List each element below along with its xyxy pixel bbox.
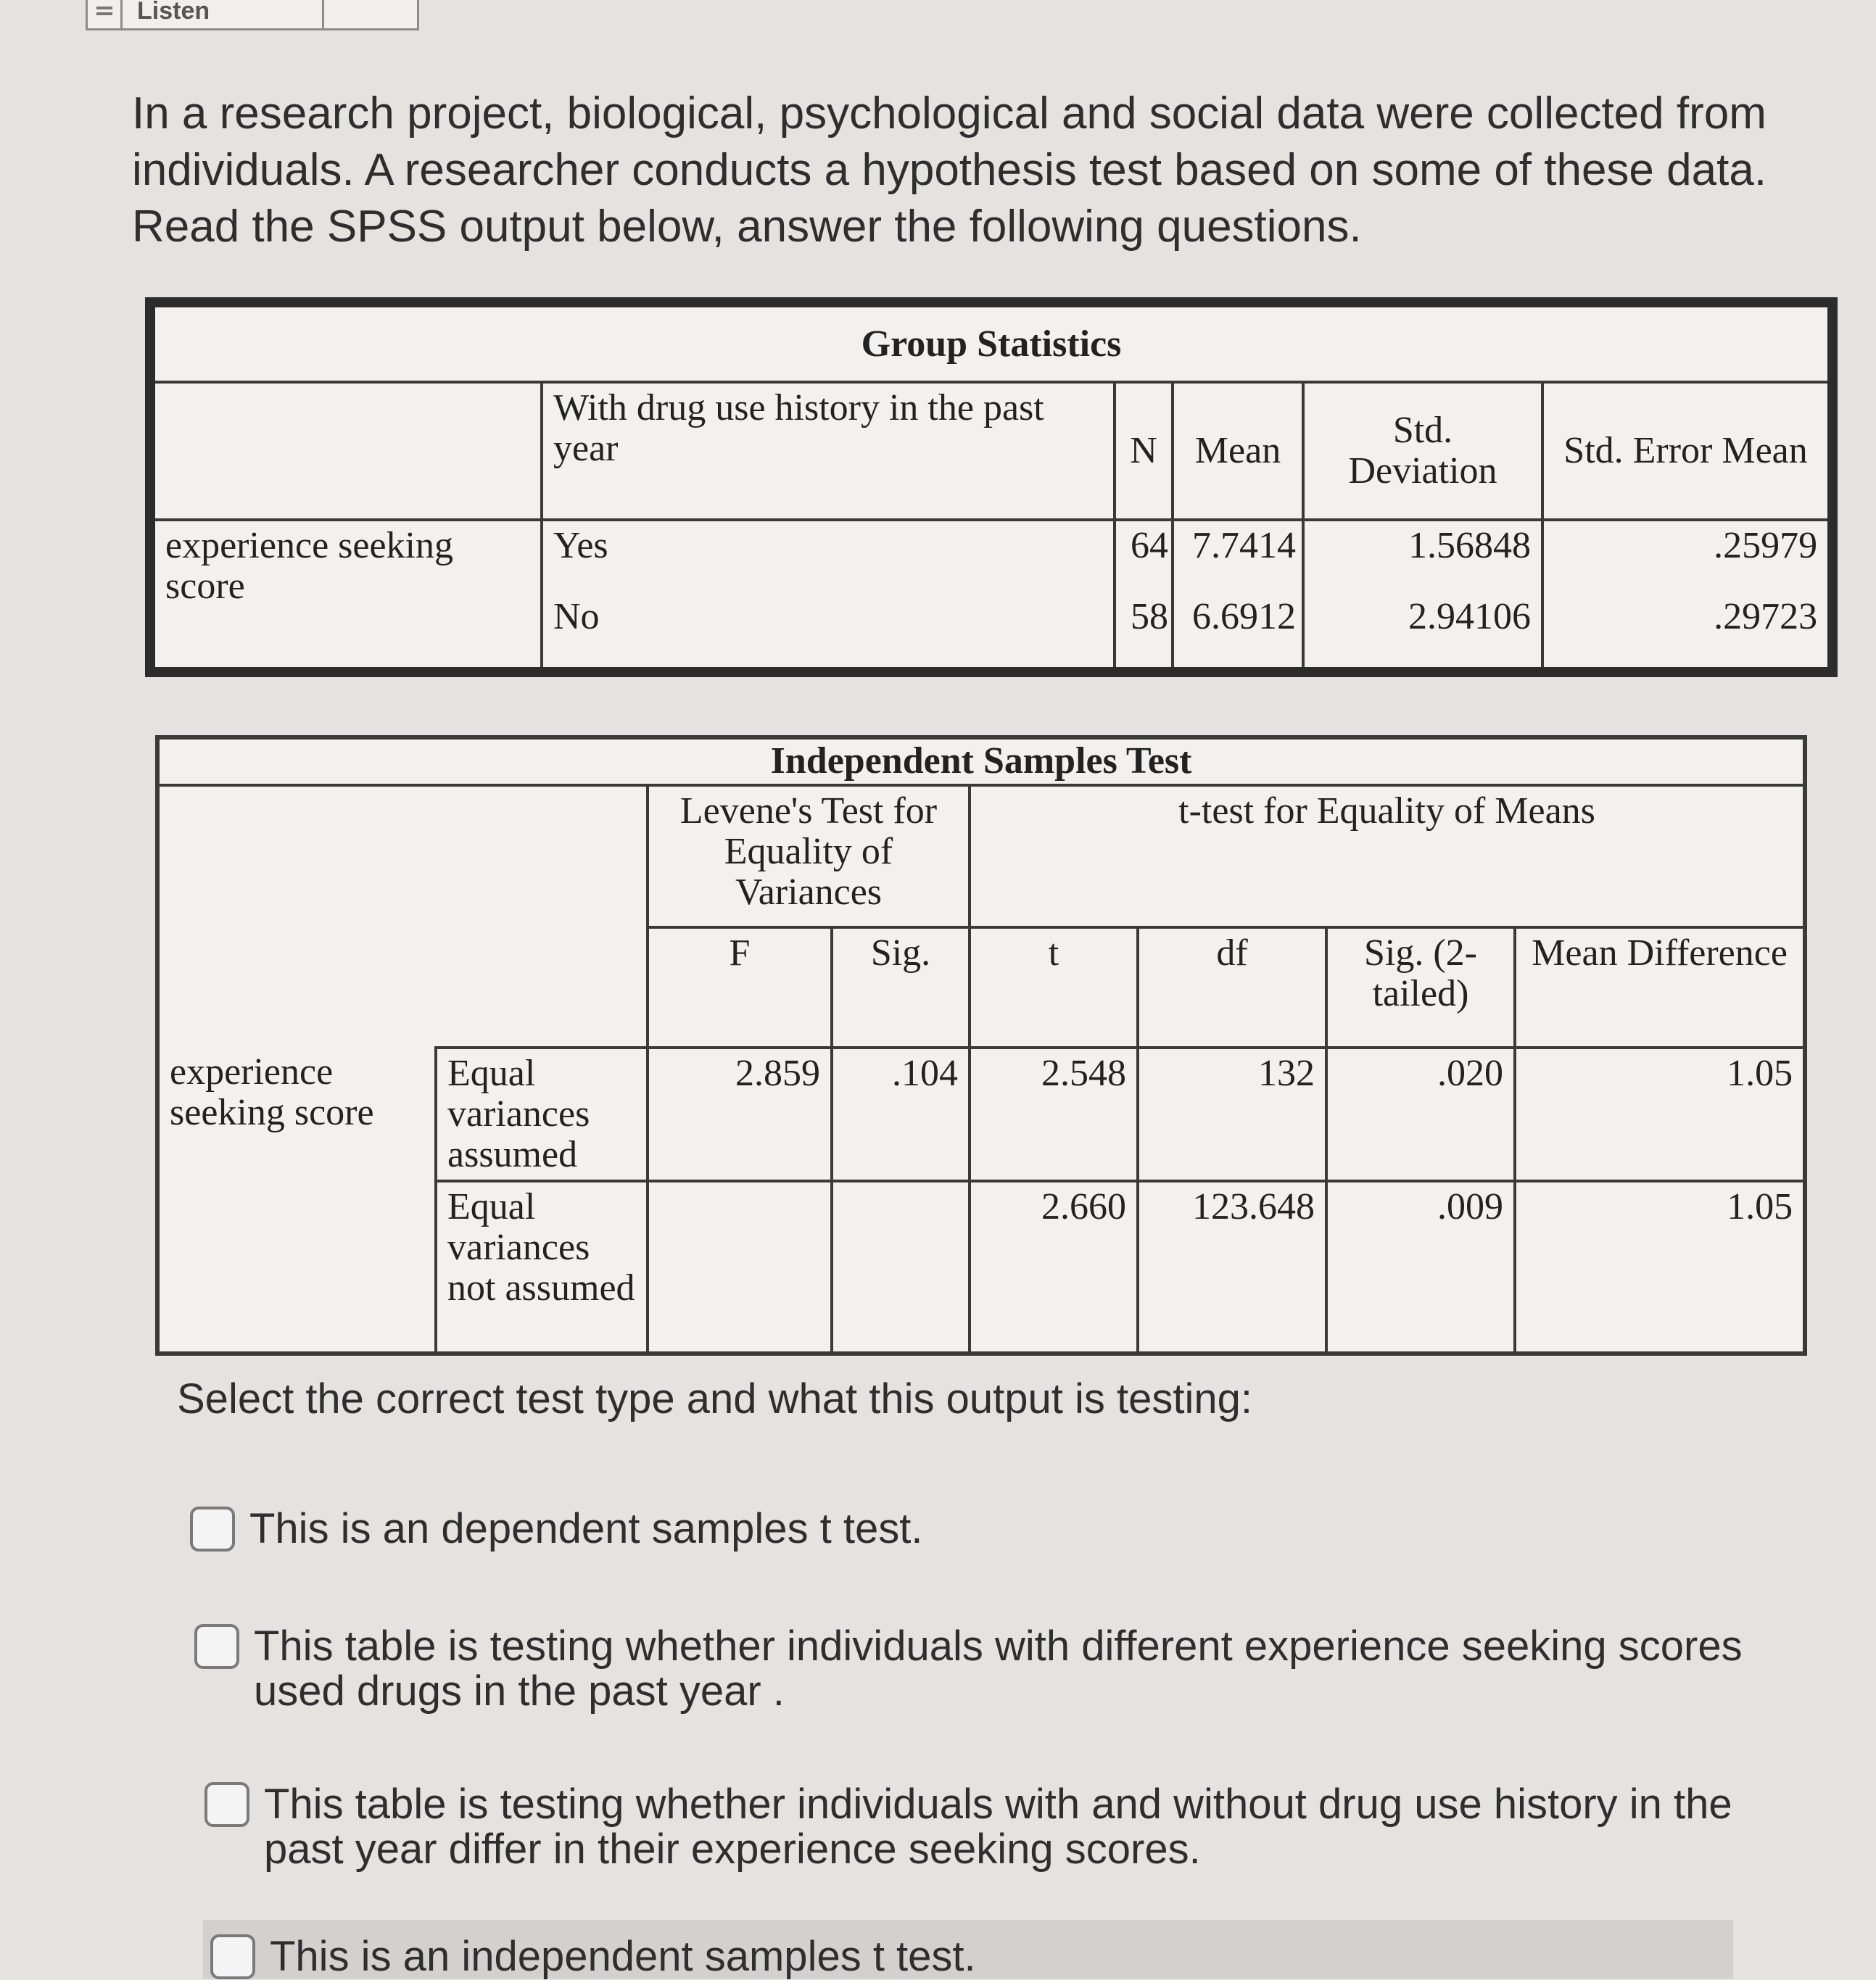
group-statistics-title: Group Statistics: [150, 302, 1832, 382]
variable-label: experience seeking score: [150, 520, 542, 672]
header-std-err: Std. Error Mean: [1542, 382, 1832, 520]
mean-no: 6.6912: [1173, 592, 1303, 672]
hamburger-icon-glyph: [95, 4, 114, 22]
row-label-equal-assumed: Equal variances assumed: [436, 1048, 648, 1181]
variable-label: experience seeking score: [157, 1048, 436, 1354]
question-prompt: Select the correct test type and what this output is testing:: [177, 1375, 1253, 1422]
mean-diff-equal-not-assumed: 1.05: [1515, 1181, 1805, 1354]
std-dev-no: 2.94106: [1303, 592, 1542, 672]
mean-diff-equal-assumed: 1.05: [1515, 1048, 1805, 1181]
intro-text: In a research project, biological, psychological and social data were collected from individuals. A researcher conducts a hypothesis test based on some of these data. Read the SPSS output below, answer the following questions.: [132, 88, 1767, 252]
sig-value: .104: [832, 1048, 970, 1181]
play-icon[interactable]: [324, 0, 417, 28]
t-equal-assumed: 2.548: [970, 1048, 1138, 1181]
levene-header: Levene's Test for Equality of Variances: [648, 785, 970, 927]
option-label: This is an independent samples t test.: [270, 1933, 976, 1980]
header-n: N: [1115, 382, 1173, 520]
header-blank: [150, 382, 542, 520]
group-no: No: [542, 592, 1115, 672]
reader-toolbar: [86, 0, 419, 30]
option-label: This is an dependent samples t test.: [249, 1505, 923, 1552]
n-no: 58: [1115, 592, 1173, 672]
mean-yes: 7.7414: [1173, 520, 1303, 592]
option-testing-group-difference[interactable]: [204, 1782, 1764, 1872]
independent-samples-test-table: [155, 735, 1807, 1356]
df-equal-assumed: 132: [1138, 1048, 1326, 1181]
listen-label: Listen: [137, 0, 210, 25]
f-value: 2.859: [648, 1048, 832, 1181]
sig2-equal-not-assumed: .009: [1326, 1181, 1515, 1354]
option-independent-t-test[interactable]: [203, 1920, 1733, 1979]
independent-test-title: Independent Samples Test: [157, 737, 1805, 785]
col-mean-diff: Mean Difference: [1515, 927, 1805, 1048]
sig-value-empty: [832, 1181, 970, 1354]
ttest-header: t-test for Equality of Means: [970, 785, 1805, 927]
checkbox[interactable]: [190, 1507, 235, 1552]
std-err-no: .29723: [1542, 592, 1832, 672]
row-label-equal-not-assumed: Equal variances not assumed: [436, 1181, 648, 1354]
col-sig-2tailed: Sig. (2-tailed): [1326, 927, 1515, 1048]
std-err-yes: .25979: [1542, 520, 1832, 592]
sig2-equal-assumed: .020: [1326, 1048, 1515, 1181]
hamburger-icon[interactable]: [88, 0, 123, 28]
option-testing-drug-use[interactable]: [194, 1624, 1775, 1714]
checkbox[interactable]: [194, 1624, 239, 1669]
col-sig: Sig.: [832, 927, 970, 1048]
f-value-empty: [648, 1181, 832, 1354]
col-f: F: [648, 927, 832, 1048]
group-statistics-table: [145, 297, 1838, 677]
df-equal-not-assumed: 123.648: [1138, 1181, 1326, 1354]
header-blank-left: [157, 785, 648, 1048]
header-mean: Mean: [1173, 382, 1303, 520]
col-df: df: [1138, 927, 1326, 1048]
n-yes: 64: [1115, 520, 1173, 592]
header-std-dev: Std. Deviation: [1303, 382, 1542, 520]
t-equal-not-assumed: 2.660: [970, 1181, 1138, 1354]
option-dependent-t-test[interactable]: [190, 1507, 1713, 1552]
listen-button[interactable]: [123, 0, 324, 28]
col-t: t: [970, 927, 1138, 1048]
header-group-var: With drug use history in the past year: [542, 382, 1115, 520]
option-label: This table is testing whether individuals with and without drug use history in the past year differ in their experience seeking scores.: [264, 1781, 1732, 1873]
group-yes: Yes: [542, 520, 1115, 592]
checkbox[interactable]: [210, 1934, 255, 1979]
option-label: This table is testing whether individuals with different experience seeking scores used drugs in the past year .: [254, 1623, 1743, 1715]
checkbox[interactable]: [204, 1782, 249, 1827]
std-dev-yes: 1.56848: [1303, 520, 1542, 592]
